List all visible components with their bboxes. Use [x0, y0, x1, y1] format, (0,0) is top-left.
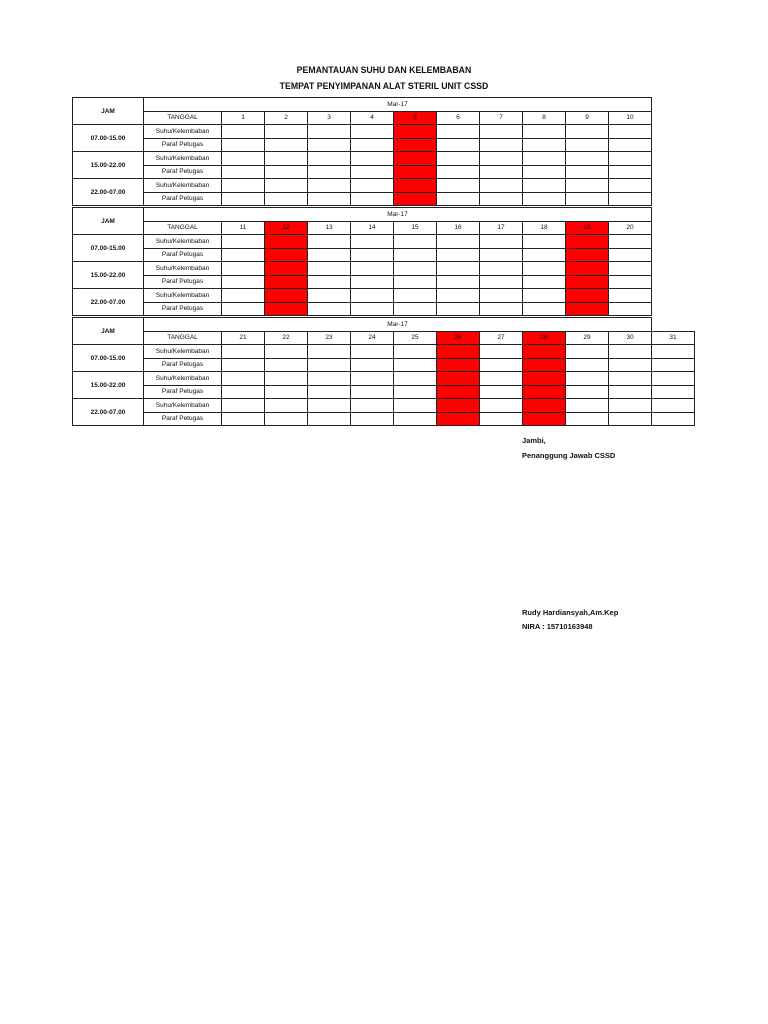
date-cell: 28: [523, 331, 566, 345]
shift-label: 22.00-07.00: [73, 399, 144, 426]
date-cell: 31: [652, 331, 695, 345]
date-cell: 14: [351, 221, 394, 235]
entry-cell[interactable]: [480, 165, 523, 179]
shift-label: 07.00-15.00: [73, 345, 144, 372]
entry-cell[interactable]: [308, 165, 351, 179]
entry-cell[interactable]: [308, 412, 351, 426]
entry-cell[interactable]: [351, 302, 394, 316]
paraf-petugas-label: Paraf Petugas: [144, 275, 222, 289]
entry-cell[interactable]: [566, 179, 609, 193]
date-cell: 8: [523, 111, 566, 125]
date-cell: 29: [566, 331, 609, 345]
entry-cell[interactable]: [222, 358, 265, 372]
entry-cell[interactable]: [351, 235, 394, 249]
date-cell: 7: [480, 111, 523, 125]
entry-cell[interactable]: [566, 372, 609, 386]
date-cell: 24: [351, 331, 394, 345]
entry-cell[interactable]: [566, 302, 609, 316]
entry-cell[interactable]: [437, 289, 480, 303]
entry-cell[interactable]: [609, 358, 652, 372]
entry-cell[interactable]: [351, 372, 394, 386]
empty-cell: [652, 289, 695, 303]
entry-cell[interactable]: [265, 192, 308, 206]
entry-cell[interactable]: [222, 385, 265, 399]
entry-cell[interactable]: [480, 372, 523, 386]
entry-cell[interactable]: [308, 248, 351, 262]
date-cell: 15: [394, 221, 437, 235]
entry-cell[interactable]: [394, 152, 437, 166]
entry-cell[interactable]: [308, 262, 351, 276]
entry-cell[interactable]: [394, 125, 437, 139]
entry-cell[interactable]: [222, 152, 265, 166]
entry-cell[interactable]: [308, 125, 351, 139]
entry-cell[interactable]: [351, 275, 394, 289]
empty-cell: [652, 152, 695, 166]
entry-cell[interactable]: [351, 179, 394, 193]
entry-cell[interactable]: [265, 372, 308, 386]
entry-cell[interactable]: [265, 385, 308, 399]
suhu-kelembaban-label: Suhu/Kelembaban: [144, 125, 222, 139]
entry-cell[interactable]: [394, 412, 437, 426]
document-subtitle: TEMPAT PENYIMPANAN ALAT STERIL UNIT CSSD: [279, 81, 489, 92]
entry-cell[interactable]: [609, 275, 652, 289]
entry-cell[interactable]: [394, 345, 437, 359]
entry-cell[interactable]: [308, 289, 351, 303]
suhu-kelembaban-label: Suhu/Kelembaban: [144, 152, 222, 166]
entry-cell[interactable]: [480, 125, 523, 139]
entry-cell[interactable]: [394, 385, 437, 399]
empty-cell: [652, 235, 695, 249]
empty-cell: [652, 111, 695, 125]
entry-cell[interactable]: [480, 412, 523, 426]
entry-cell[interactable]: [351, 345, 394, 359]
entry-cell[interactable]: [437, 165, 480, 179]
entry-cell[interactable]: [480, 138, 523, 152]
signature-role: Penanggung Jawab CSSD: [522, 451, 616, 460]
entry-cell[interactable]: [523, 179, 566, 193]
tanggal-header: TANGGAL: [144, 331, 222, 345]
entry-cell[interactable]: [265, 179, 308, 193]
entry-cell[interactable]: [351, 165, 394, 179]
entry-cell[interactable]: [394, 179, 437, 193]
entry-cell[interactable]: [394, 358, 437, 372]
entry-cell[interactable]: [437, 372, 480, 386]
paraf-petugas-label: Paraf Petugas: [144, 138, 222, 152]
entry-cell[interactable]: [437, 138, 480, 152]
entry-cell[interactable]: [265, 262, 308, 276]
entry-cell[interactable]: [652, 399, 695, 413]
entry-cell[interactable]: [480, 399, 523, 413]
entry-cell[interactable]: [437, 262, 480, 276]
date-cell: 20: [609, 221, 652, 235]
jam-header: JAM: [73, 208, 144, 235]
entry-cell[interactable]: [480, 248, 523, 262]
empty-cell: [652, 165, 695, 179]
date-cell: 3: [308, 111, 351, 125]
entry-cell[interactable]: [222, 138, 265, 152]
paraf-petugas-label: Paraf Petugas: [144, 385, 222, 399]
entry-cell[interactable]: [394, 302, 437, 316]
entry-cell[interactable]: [523, 192, 566, 206]
entry-cell[interactable]: [609, 385, 652, 399]
entry-cell[interactable]: [609, 345, 652, 359]
date-cell: 10: [609, 111, 652, 125]
entry-cell[interactable]: [351, 358, 394, 372]
entry-cell[interactable]: [394, 165, 437, 179]
entry-cell[interactable]: [351, 248, 394, 262]
entry-cell[interactable]: [308, 275, 351, 289]
entry-cell[interactable]: [609, 179, 652, 193]
entry-cell[interactable]: [308, 372, 351, 386]
entry-cell[interactable]: [265, 345, 308, 359]
entry-cell[interactable]: [609, 248, 652, 262]
paraf-petugas-label: Paraf Petugas: [144, 412, 222, 426]
date-cell: 4: [351, 111, 394, 125]
entry-cell[interactable]: [523, 248, 566, 262]
entry-cell[interactable]: [566, 125, 609, 139]
suhu-kelembaban-label: Suhu/Kelembaban: [144, 235, 222, 249]
entry-cell[interactable]: [437, 235, 480, 249]
entry-cell[interactable]: [351, 125, 394, 139]
entry-cell[interactable]: [480, 358, 523, 372]
suhu-kelembaban-label: Suhu/Kelembaban: [144, 179, 222, 193]
entry-cell[interactable]: [652, 345, 695, 359]
entry-cell[interactable]: [480, 275, 523, 289]
suhu-kelembaban-label: Suhu/Kelembaban: [144, 289, 222, 303]
month-header: Mar-17: [144, 98, 652, 112]
entry-cell[interactable]: [566, 138, 609, 152]
date-cell: 11: [222, 221, 265, 235]
entry-cell[interactable]: [480, 289, 523, 303]
entry-cell[interactable]: [523, 289, 566, 303]
entry-cell[interactable]: [480, 262, 523, 276]
entry-cell[interactable]: [566, 248, 609, 262]
entry-cell[interactable]: [566, 358, 609, 372]
entry-cell[interactable]: [394, 372, 437, 386]
entry-cell[interactable]: [609, 235, 652, 249]
entry-cell[interactable]: [609, 412, 652, 426]
entry-cell[interactable]: [437, 412, 480, 426]
suhu-kelembaban-label: Suhu/Kelembaban: [144, 262, 222, 276]
entry-cell[interactable]: [609, 302, 652, 316]
entry-cell[interactable]: [523, 138, 566, 152]
entry-cell[interactable]: [265, 248, 308, 262]
entry-cell[interactable]: [265, 138, 308, 152]
entry-cell[interactable]: [351, 262, 394, 276]
date-cell: 13: [308, 221, 351, 235]
entry-cell[interactable]: [351, 192, 394, 206]
empty-cell: [652, 248, 695, 262]
entry-cell[interactable]: [437, 152, 480, 166]
month-header: Mar-17: [144, 208, 652, 222]
entry-cell[interactable]: [265, 399, 308, 413]
entry-cell[interactable]: [351, 412, 394, 426]
entry-cell[interactable]: [480, 152, 523, 166]
entry-cell[interactable]: [566, 399, 609, 413]
entry-cell[interactable]: [394, 399, 437, 413]
date-cell: 18: [523, 221, 566, 235]
entry-cell[interactable]: [265, 289, 308, 303]
entry-cell[interactable]: [351, 399, 394, 413]
signature-name: Rudy Hardiansyah,Am.Kep: [522, 608, 619, 617]
entry-cell[interactable]: [437, 399, 480, 413]
entry-cell[interactable]: [394, 262, 437, 276]
shift-label: 15.00-22.00: [73, 262, 144, 289]
entry-cell[interactable]: [308, 399, 351, 413]
tanggal-header: TANGGAL: [144, 221, 222, 235]
entry-cell[interactable]: [523, 358, 566, 372]
entry-cell[interactable]: [437, 275, 480, 289]
date-cell: 17: [480, 221, 523, 235]
entry-cell[interactable]: [652, 372, 695, 386]
date-cell: 9: [566, 111, 609, 125]
shift-label: 07.00-15.00: [73, 235, 144, 262]
suhu-kelembaban-label: Suhu/Kelembaban: [144, 345, 222, 359]
month-header: Mar-17: [144, 318, 652, 332]
shift-label: 07.00-15.00: [73, 125, 144, 152]
empty-cell: [652, 125, 695, 139]
shift-label: 15.00-22.00: [73, 372, 144, 399]
empty-cell: [652, 221, 695, 235]
entry-cell[interactable]: [609, 289, 652, 303]
entry-cell[interactable]: [265, 235, 308, 249]
entry-cell[interactable]: [222, 345, 265, 359]
date-cell: 19: [566, 221, 609, 235]
suhu-kelembaban-label: Suhu/Kelembaban: [144, 399, 222, 413]
entry-cell[interactable]: [222, 372, 265, 386]
entry-cell[interactable]: [523, 372, 566, 386]
entry-cell[interactable]: [222, 235, 265, 249]
paraf-petugas-label: Paraf Petugas: [144, 248, 222, 262]
entry-cell[interactable]: [609, 125, 652, 139]
entry-cell[interactable]: [222, 399, 265, 413]
date-cell: 25: [394, 331, 437, 345]
entry-cell[interactable]: [609, 165, 652, 179]
entry-cell[interactable]: [437, 385, 480, 399]
entry-cell[interactable]: [308, 385, 351, 399]
entry-cell[interactable]: [480, 345, 523, 359]
entry-cell[interactable]: [308, 302, 351, 316]
empty-cell: [652, 275, 695, 289]
entry-cell[interactable]: [351, 138, 394, 152]
empty-cell: [652, 262, 695, 276]
entry-cell[interactable]: [609, 262, 652, 276]
entry-cell[interactable]: [566, 275, 609, 289]
empty-cell: [652, 138, 695, 152]
entry-cell[interactable]: [222, 125, 265, 139]
entry-cell[interactable]: [566, 412, 609, 426]
entry-cell[interactable]: [609, 152, 652, 166]
empty-cell: [652, 179, 695, 193]
entry-cell[interactable]: [523, 262, 566, 276]
entry-cell[interactable]: [265, 125, 308, 139]
entry-cell[interactable]: [523, 302, 566, 316]
entry-cell[interactable]: [222, 412, 265, 426]
entry-cell[interactable]: [437, 302, 480, 316]
date-cell: 21: [222, 331, 265, 345]
entry-cell[interactable]: [394, 248, 437, 262]
entry-cell[interactable]: [437, 125, 480, 139]
entry-cell[interactable]: [566, 192, 609, 206]
monitoring-block-3: [72, 317, 695, 426]
entry-cell[interactable]: [652, 358, 695, 372]
entry-cell[interactable]: [566, 262, 609, 276]
entry-cell[interactable]: [308, 192, 351, 206]
date-cell: 16: [437, 221, 480, 235]
date-cell: 2: [265, 111, 308, 125]
date-cell: 12: [265, 221, 308, 235]
date-cell: 1: [222, 111, 265, 125]
entry-cell[interactable]: [609, 192, 652, 206]
entry-cell[interactable]: [351, 152, 394, 166]
date-cell: 26: [437, 331, 480, 345]
entry-cell[interactable]: [652, 385, 695, 399]
entry-cell[interactable]: [566, 235, 609, 249]
entry-cell[interactable]: [609, 138, 652, 152]
entry-cell[interactable]: [523, 165, 566, 179]
entry-cell[interactable]: [222, 192, 265, 206]
entry-cell[interactable]: [566, 345, 609, 359]
entry-cell[interactable]: [566, 289, 609, 303]
jam-header: JAM: [73, 318, 144, 345]
entry-cell[interactable]: [437, 358, 480, 372]
entry-cell[interactable]: [437, 345, 480, 359]
entry-cell[interactable]: [523, 345, 566, 359]
entry-cell[interactable]: [222, 302, 265, 316]
entry-cell[interactable]: [308, 138, 351, 152]
jam-header: JAM: [73, 98, 144, 125]
empty-cell: [652, 192, 695, 206]
entry-cell[interactable]: [308, 179, 351, 193]
entry-cell[interactable]: [609, 399, 652, 413]
entry-cell[interactable]: [566, 165, 609, 179]
shift-label: 22.00-07.00: [73, 179, 144, 206]
date-cell: 27: [480, 331, 523, 345]
entry-cell[interactable]: [222, 275, 265, 289]
entry-cell[interactable]: [609, 372, 652, 386]
entry-cell[interactable]: [265, 165, 308, 179]
entry-cell[interactable]: [566, 385, 609, 399]
entry-cell[interactable]: [480, 179, 523, 193]
entry-cell[interactable]: [523, 275, 566, 289]
entry-cell[interactable]: [394, 289, 437, 303]
entry-cell[interactable]: [308, 345, 351, 359]
entry-cell[interactable]: [652, 412, 695, 426]
entry-cell[interactable]: [265, 275, 308, 289]
entry-cell[interactable]: [437, 192, 480, 206]
entry-cell[interactable]: [523, 412, 566, 426]
monitoring-block-2: [72, 207, 695, 316]
date-cell: 22: [265, 331, 308, 345]
entry-cell[interactable]: [523, 152, 566, 166]
paraf-petugas-label: Paraf Petugas: [144, 165, 222, 179]
entry-cell[interactable]: [437, 248, 480, 262]
entry-cell[interactable]: [308, 152, 351, 166]
entry-cell[interactable]: [308, 358, 351, 372]
document-title: PEMANTAUAN SUHU DAN KELEMBABAN: [296, 65, 472, 76]
shift-label: 15.00-22.00: [73, 152, 144, 179]
date-cell: 6: [437, 111, 480, 125]
entry-cell[interactable]: [394, 235, 437, 249]
entry-cell[interactable]: [308, 235, 351, 249]
entry-cell[interactable]: [222, 289, 265, 303]
shift-label: 22.00-07.00: [73, 289, 144, 316]
entry-cell[interactable]: [394, 192, 437, 206]
entry-cell[interactable]: [265, 358, 308, 372]
date-cell: 23: [308, 331, 351, 345]
paraf-petugas-label: Paraf Petugas: [144, 192, 222, 206]
date-cell: 30: [609, 331, 652, 345]
empty-cell: [652, 302, 695, 316]
entry-cell[interactable]: [222, 248, 265, 262]
entry-cell[interactable]: [480, 302, 523, 316]
entry-cell[interactable]: [351, 385, 394, 399]
entry-cell[interactable]: [265, 152, 308, 166]
entry-cell[interactable]: [394, 138, 437, 152]
monitoring-block-1: [72, 97, 695, 206]
paraf-petugas-label: Paraf Petugas: [144, 358, 222, 372]
signature-nira: NIRA : 15710163948: [522, 622, 593, 631]
entry-cell[interactable]: [480, 192, 523, 206]
entry-cell[interactable]: [222, 262, 265, 276]
entry-cell[interactable]: [523, 235, 566, 249]
entry-cell[interactable]: [222, 165, 265, 179]
entry-cell[interactable]: [351, 289, 394, 303]
tanggal-header: TANGGAL: [144, 111, 222, 125]
entry-cell[interactable]: [480, 235, 523, 249]
paraf-petugas-label: Paraf Petugas: [144, 302, 222, 316]
entry-cell[interactable]: [523, 399, 566, 413]
date-cell: 5: [394, 111, 437, 125]
entry-cell[interactable]: [265, 412, 308, 426]
entry-cell[interactable]: [265, 302, 308, 316]
entry-cell[interactable]: [523, 125, 566, 139]
entry-cell[interactable]: [222, 179, 265, 193]
entry-cell[interactable]: [523, 385, 566, 399]
signature-place: Jambi,: [522, 436, 546, 445]
suhu-kelembaban-label: Suhu/Kelembaban: [144, 372, 222, 386]
entry-cell[interactable]: [480, 385, 523, 399]
entry-cell[interactable]: [437, 179, 480, 193]
entry-cell[interactable]: [566, 152, 609, 166]
entry-cell[interactable]: [394, 275, 437, 289]
